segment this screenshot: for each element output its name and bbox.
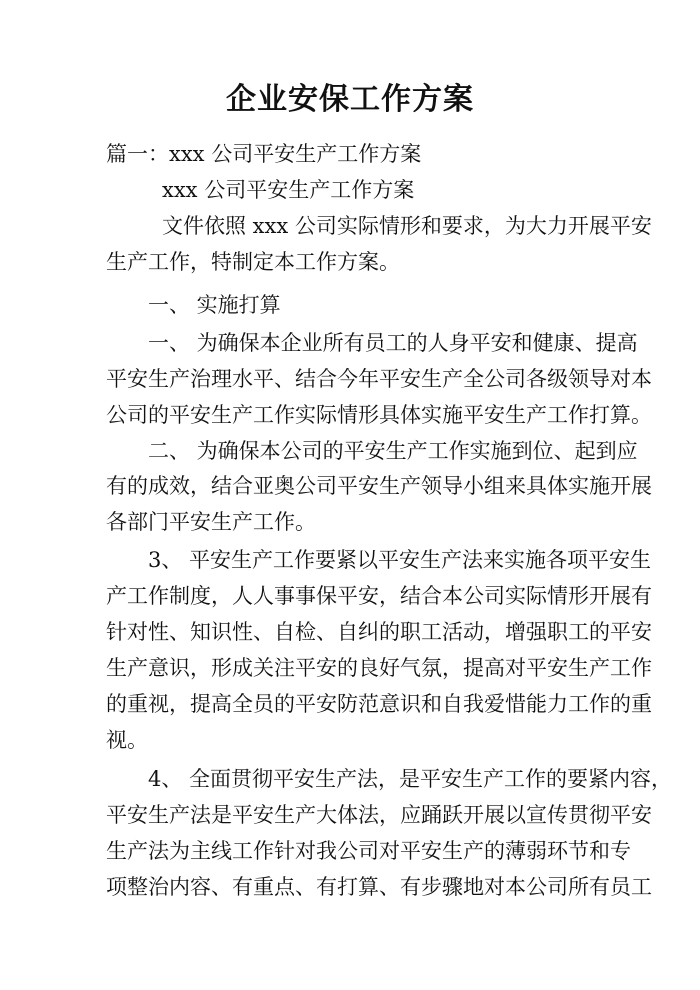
item-2-line: 各部门平安生产工作。 [106,510,316,534]
subtitle: xxx 公司平安生产工作方案 [162,178,415,202]
item-3-line: 3、 平安生产工作要紧以平安生产法来实施各项平安生 [148,548,652,572]
section-heading: 篇一：xxx 公司平安生产工作方案 [106,142,422,166]
item-3-line: 产工作制度，人人事事保平安，结合本公司实际情形开展有 [106,584,652,608]
item-2-line: 二、 为确保本公司的平安生产工作实施到位、起到应 [148,439,638,463]
item-1-line: 公司的平安生产工作实际情形具体实施平安生产工作打算。 [106,403,652,427]
heading-implementation-plan: 一、 实施打算 [148,293,281,317]
intro-line: 文件依照 xxx 公司实际情形和要求，为大力开展平安 [162,214,652,238]
item-3-line: 针对性、知识性、自检、自纠的职工活动，增强职工的平安 [106,620,652,644]
item-1-line: 平安生产治理水平、结合今年平安生产全公司各级领导对本 [106,367,652,391]
item-3-line: 视。 [106,728,148,752]
item-1-line: 一、 为确保本企业所有员工的人身平安和健康、提高 [148,331,638,355]
item-4-line: 4、 全面贯彻平安生产法，是平安生产工作的要紧内容， [148,767,673,791]
item-3-line: 生产意识，形成关注平安的良好气氛，提高对平安生产工作 [106,656,652,680]
intro-line: 生产工作，特制定本工作方案。 [106,250,400,274]
document-title: 企业安保工作方案 [226,82,474,117]
item-4-line: 生产法为主线工作针对我公司对平安生产的薄弱环节和专 [106,839,631,863]
item-2-line: 有的成效，结合亚奥公司平安生产领导小组来具体实施开展 [106,474,652,498]
item-4-line: 平安生产法是平安生产大体法，应踊跃开展以宣传贯彻平安 [106,803,652,827]
item-3-line: 的重视，提高全员的平安防范意识和自我爱惜能力工作的重 [106,692,652,716]
item-4-line: 项整治内容、有重点、有打算、有步骤地对本公司所有员工 [106,875,652,899]
